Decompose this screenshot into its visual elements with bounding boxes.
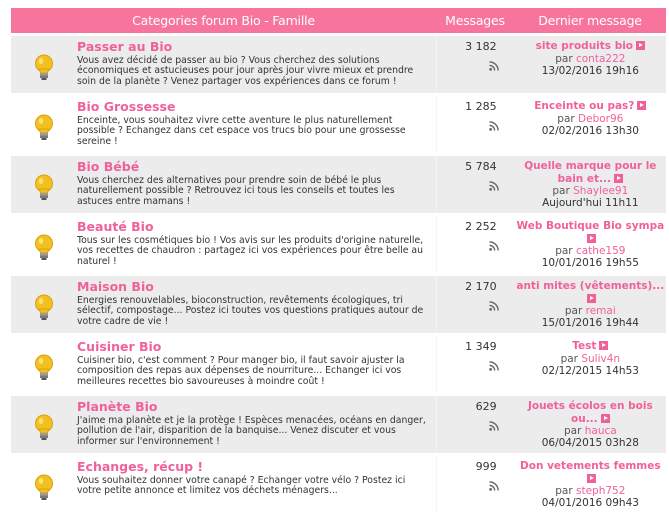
forum-row	[11, 276, 666, 333]
header-categories: Categories forum Bio - Famille	[132, 13, 315, 28]
last-message-date: 06/04/2015 03h28	[541, 437, 639, 449]
category-title-link[interactable]: Bio Bébé	[77, 159, 140, 174]
category-cell	[11, 336, 436, 393]
message-count-cell	[436, 276, 515, 333]
category-title-link[interactable]: Planète Bio	[77, 399, 158, 414]
last-message-date: 04/01/2016 09h43	[541, 496, 639, 509]
category-title-link[interactable]: Beauté Bio	[77, 219, 154, 234]
last-message-title-link[interactable]: Quelle marque pour le bain et...	[524, 160, 657, 185]
category-description: Enceinte, vous souhaitez vivre cette aventure le plus naturellement possible ? Echangez dans cet espace vos trucs bio pour une grossesse sereine !	[77, 115, 406, 147]
header-last-message: Dernier message	[538, 13, 642, 28]
category-title-link[interactable]: Passer au Bio	[77, 39, 173, 54]
go-to-post-icon[interactable]	[587, 474, 596, 483]
author-link[interactable]: Shaylee91	[573, 185, 629, 197]
category-title-link[interactable]: Echanges, récup !	[77, 459, 204, 474]
by-label: par	[564, 304, 583, 317]
category-description: Vous souhaitez donner votre canapé ? Echanger votre vélo ? Postez ici votre petite annonce et limitez vos déchets ménagers...	[77, 475, 406, 497]
author-link[interactable]: cathe159	[575, 244, 626, 257]
go-to-post-icon[interactable]	[599, 341, 608, 350]
category-cell	[11, 36, 436, 93]
last-message-title-link[interactable]: Don vetements femmes	[520, 460, 661, 472]
message-count-cell	[436, 156, 515, 213]
category-cell	[11, 276, 436, 333]
last-message-title-link[interactable]: anti mites (vêtements)...	[516, 280, 665, 292]
author-link[interactable]: Suliv4n	[581, 352, 621, 365]
category-title-link[interactable]: Cuisiner Bio	[77, 339, 162, 354]
category-cell	[11, 96, 436, 153]
last-message-date: Aujourd'hui 11h11	[542, 197, 639, 209]
go-to-post-icon[interactable]	[587, 294, 596, 303]
last-message-date: 15/01/2016 19h44	[541, 316, 639, 329]
message-count: 3 182	[465, 40, 497, 53]
message-count: 2 170	[465, 280, 497, 293]
forum-row	[11, 336, 666, 393]
message-count: 5 784	[465, 160, 497, 173]
rss-icon[interactable]	[489, 481, 499, 491]
lightbulb-icon	[34, 174, 54, 202]
table-header	[11, 8, 666, 33]
category-description: Vous avez décidé de passer au bio ? Vous cherchez des solutions économiques et astucieuses pour jour après jour vivre mieux et prendre soin de la planète ? Venez partager vos expériences dans ce forum !	[77, 55, 414, 87]
go-to-post-icon[interactable]	[637, 101, 646, 110]
rss-icon[interactable]	[489, 241, 499, 251]
last-message-title-link[interactable]: Jouets écolos en bois ou...	[527, 400, 653, 425]
forum-list	[11, 36, 666, 513]
category-description: Cuisiner bio, c'est comment ? Pour manger bio, il faut savoir ajuster la composition des repas aux dépenses de nourriture... Echanger ici vos meilleures recettes bio savoureuses à moindre coût !	[77, 355, 405, 387]
by-label: par	[563, 425, 582, 437]
last-message-date: 10/01/2016 19h55	[541, 256, 639, 269]
author-link[interactable]: remai	[585, 304, 616, 317]
category-cell	[11, 216, 436, 273]
lightbulb-icon	[34, 354, 54, 382]
lightbulb-icon	[34, 294, 54, 322]
message-count: 1 349	[465, 340, 497, 353]
forum-row	[11, 36, 666, 93]
by-label: par	[555, 52, 573, 65]
category-description: Energies renouvelables, bioconstruction, revêtements écologiques, tri sélectif, compostage... Postez ici toutes vos questions pratiques autour de votre cadre de vie !	[77, 295, 424, 327]
category-cell	[11, 456, 436, 513]
message-count-cell	[436, 456, 515, 513]
last-message-cell	[515, 156, 666, 213]
go-to-post-icon[interactable]	[601, 414, 610, 423]
rss-icon[interactable]	[489, 61, 499, 71]
last-message-title-link[interactable]: Web Boutique Bio sympa	[516, 220, 665, 232]
message-count-cell	[436, 36, 515, 93]
author-link[interactable]: hauca	[584, 425, 617, 437]
last-message-cell	[515, 36, 666, 93]
category-cell	[11, 396, 436, 453]
by-label: par	[560, 352, 578, 365]
last-message-title-link[interactable]: Enceinte ou pas?	[534, 100, 635, 112]
rss-icon[interactable]	[489, 301, 499, 311]
rss-icon[interactable]	[489, 421, 499, 431]
forum-row	[11, 156, 666, 213]
last-message-cell	[515, 96, 666, 153]
message-count-cell	[436, 216, 515, 273]
go-to-post-icon[interactable]	[587, 234, 596, 243]
last-message-title-link[interactable]: Test	[572, 340, 597, 352]
go-to-post-icon[interactable]	[614, 174, 623, 183]
last-message-date: 02/12/2015 14h53	[541, 364, 639, 377]
message-count-cell	[436, 96, 515, 153]
by-label: par	[555, 484, 573, 497]
lightbulb-icon	[34, 414, 54, 442]
lightbulb-icon	[34, 54, 54, 82]
last-message-cell	[515, 456, 666, 513]
last-message-cell	[515, 216, 666, 273]
author-link[interactable]: steph752	[576, 484, 626, 497]
last-message-cell	[515, 396, 666, 453]
author-link[interactable]: conta222	[575, 52, 626, 65]
message-count: 2 252	[465, 220, 497, 233]
go-to-post-icon[interactable]	[636, 41, 645, 50]
author-link[interactable]: Debor96	[578, 112, 624, 125]
lightbulb-icon	[34, 234, 54, 262]
category-description: Vous cherchez des alternatives pour prendre soin de bébé le plus naturellement possible ? Retrouvez ici tous les conseils et toutes les astuces entre mamans !	[77, 175, 395, 207]
by-label: par	[555, 244, 573, 257]
last-message-date: 02/02/2016 13h30	[541, 124, 639, 137]
category-description: J'aime ma planète et je la protège ! Espèces menacées, océans en danger, pollution de l'air, disparition de la banquise... Venez discuter et vous informer sur l'environnement !	[77, 415, 426, 447]
forum-row	[11, 396, 666, 453]
by-label: par	[557, 112, 575, 125]
category-description: Tous sur les cosmétiques bio ! Vos avis sur les produits d'origine naturelle, vos recettes de chaudron : partagez ici vos expériences pour être belle au naturel !	[77, 235, 424, 267]
rss-icon[interactable]	[489, 181, 499, 191]
last-message-cell	[515, 276, 666, 333]
forum-table	[11, 8, 666, 513]
message-count: 1 285	[465, 100, 497, 113]
message-count: 629	[475, 400, 497, 413]
forum-row	[11, 216, 666, 273]
last-message-cell	[515, 336, 666, 393]
header-messages: Messages	[445, 13, 505, 28]
by-label: par	[552, 185, 570, 197]
message-count-cell	[436, 336, 515, 393]
forum-row	[11, 456, 666, 513]
category-cell	[11, 156, 436, 213]
category-title-link[interactable]: Maison Bio	[77, 279, 154, 294]
message-count: 999	[475, 460, 497, 473]
forum-row	[11, 96, 666, 153]
last-message-title-link[interactable]: site produits bio	[535, 40, 634, 52]
lightbulb-icon	[34, 114, 54, 142]
category-title-link[interactable]: Bio Grossesse	[77, 99, 176, 114]
rss-icon[interactable]	[489, 361, 499, 371]
message-count-cell	[436, 396, 515, 453]
lightbulb-icon	[34, 474, 54, 502]
last-message-date: 13/02/2016 19h16	[541, 64, 639, 77]
rss-icon[interactable]	[489, 121, 499, 131]
